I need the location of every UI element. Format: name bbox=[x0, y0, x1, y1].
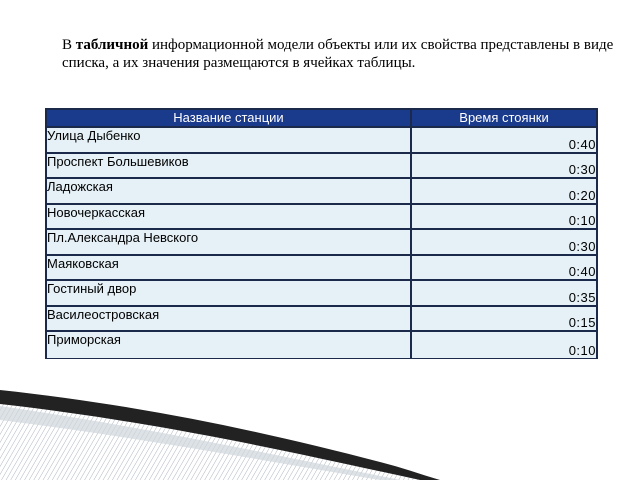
station-name-cell: Ладожская bbox=[47, 179, 412, 205]
stop-time-cell: 0:10 bbox=[412, 332, 596, 358]
table-row bbox=[47, 205, 596, 231]
stop-time-cell: 0:10 bbox=[412, 205, 596, 231]
intro-bold-term: табличной bbox=[75, 37, 149, 53]
stop-time-cell: 0:30 bbox=[412, 154, 596, 180]
station-name-cell: Новочеркасская bbox=[47, 205, 412, 231]
table-row bbox=[47, 154, 596, 180]
header-station-name: Название станции bbox=[47, 110, 412, 128]
table-row bbox=[47, 307, 596, 333]
stations-table bbox=[47, 110, 596, 358]
header-stop-time: Время стоянки bbox=[412, 110, 596, 128]
intro-suffix: информационной модели объекты или их свойства представлены в виде списка, а их значения размещаются в ячейках таблицы. bbox=[62, 37, 614, 71]
station-name-cell: Гостиный двор bbox=[47, 281, 412, 307]
stop-time-cell: 0:15 bbox=[412, 307, 596, 333]
table-row bbox=[47, 332, 596, 358]
stations-table-frame bbox=[45, 108, 598, 359]
station-name-cell: Василеостровская bbox=[47, 307, 412, 333]
table-row bbox=[47, 256, 596, 282]
stop-time-cell: 0:40 bbox=[412, 128, 596, 154]
decorative-swoosh bbox=[0, 370, 640, 480]
table-row bbox=[47, 179, 596, 205]
table-row bbox=[47, 128, 596, 154]
station-name-cell: Маяковская bbox=[47, 256, 412, 282]
table-row bbox=[47, 281, 596, 307]
intro-paragraph bbox=[62, 36, 622, 72]
stop-time-cell: 0:20 bbox=[412, 179, 596, 205]
station-name-cell: Пл.Александра Невского bbox=[47, 230, 412, 256]
station-name-cell: Проспект Большевиков bbox=[47, 154, 412, 180]
table-row bbox=[47, 230, 596, 256]
stop-time-cell: 0:35 bbox=[412, 281, 596, 307]
station-name-cell: Приморская bbox=[47, 332, 412, 358]
intro-prefix: В bbox=[62, 37, 76, 53]
stop-time-cell: 0:40 bbox=[412, 256, 596, 282]
stop-time-cell: 0:30 bbox=[412, 230, 596, 256]
station-name-cell: Улица Дыбенко bbox=[47, 128, 412, 154]
table-header-row bbox=[47, 110, 596, 128]
